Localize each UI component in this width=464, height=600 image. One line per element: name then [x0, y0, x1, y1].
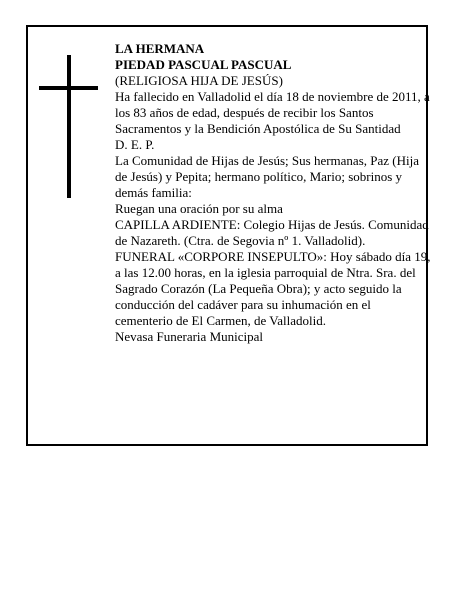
latin-cross-icon	[39, 55, 98, 198]
cross-vertical-bar	[67, 55, 71, 198]
rip-line: D. E. P.	[115, 137, 155, 152]
funeral-info: FUNERAL «CORPORE INSEPULTO»: Hoy sábado día 19, a las 12.00 horas, en la iglesia parroquial de Ntra. Sra. del Sagrado Corazón (La Pequeña Obra); y acto seguido la conducción del cadáver para su inhumación en el cementerio de El Carmen, de Valladolid.	[115, 249, 431, 328]
deceased-name: PIEDAD PASCUAL PASCUAL	[115, 57, 292, 72]
prayer-request: Ruegan una oración por su alma	[115, 201, 283, 216]
obituary-notice	[26, 25, 431, 446]
notice-heading: LA HERMANA	[115, 41, 205, 56]
family-list: La Comunidad de Hijas de Jesús; Sus hermanas, Paz (Hija de Jesús) y Pepita; hermano político, Mario; sobrinos y demás familia:	[115, 153, 419, 200]
religious-title: (RELIGIOSA HIJA DE JESÚS)	[115, 73, 283, 88]
death-announcement: Ha fallecido en Valladolid el día 18 de noviembre de 2011, a los 83 años de edad, después de recibir los Santos Sacramentos y la Bendición Apostólica de Su Santidad	[115, 89, 430, 136]
funeral-home: Nevasa Funeraria Municipal	[115, 329, 264, 344]
cross-horizontal-bar	[39, 86, 98, 90]
notice-text	[115, 41, 431, 345]
chapel-info: CAPILLA ARDIENTE: Colegio Hijas de Jesús. Comunidad de Nazareth. (Ctra. de Segovia nº 1. Valladolid).	[115, 217, 429, 248]
